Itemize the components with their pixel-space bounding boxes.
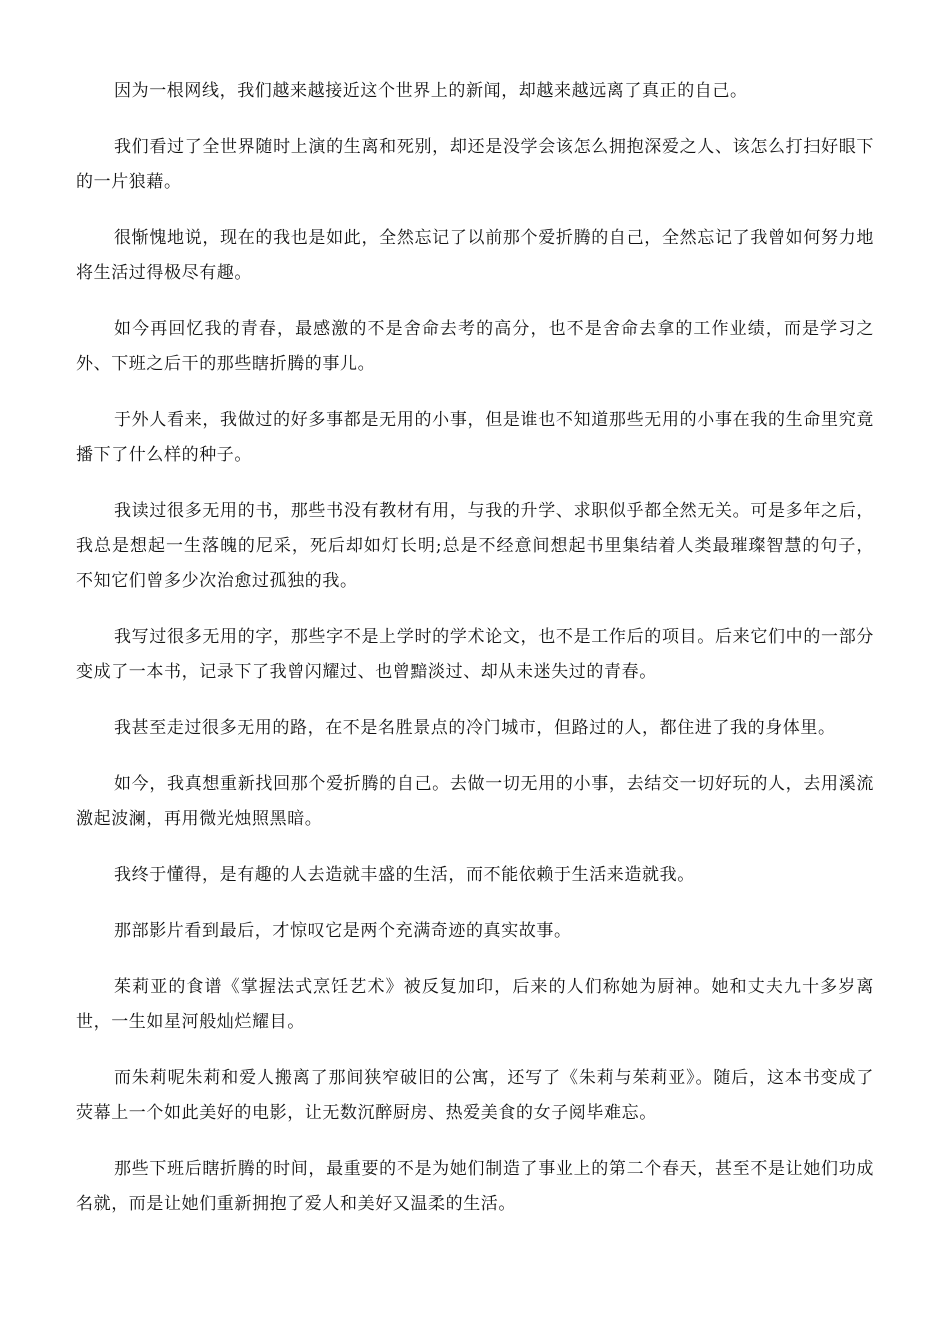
paragraph: 那些下班后瞎折腾的时间，最重要的不是为她们制造了事业上的第二个春天，甚至不是让她们功成名就，而是让她们重新拥抱了爱人和美好又温柔的生活。 bbox=[76, 1159, 874, 1214]
paragraph: 我终于懂得，是有趣的人去造就丰盛的生活，而不能依赖于生活来造就我。 bbox=[114, 865, 695, 885]
document-body bbox=[76, 74, 874, 1243]
paragraph: 于外人看来，我做过的好多事都是无用的小事，但是谁也不知道那些无用的小事在我的生命里究竟播下了什么样的种子。 bbox=[76, 410, 874, 465]
paragraph: 我读过很多无用的书，那些书没有教材有用，与我的升学、求职似乎都全然无关。可是多年之后，我总是想起一生落魄的尼采，死后却如灯长明;总是不经意间想起书里集结着人类最璀璨智慧的句子，不知它们曾多少次治愈过孤独的我。 bbox=[76, 501, 874, 591]
paragraph: 那部影片看到最后，才惊叹它是两个充满奇迹的真实故事。 bbox=[114, 921, 572, 941]
paragraph: 我写过很多无用的字，那些字不是上学时的学术论文，也不是工作后的项目。后来它们中的一部分变成了一本书，记录下了我曾闪耀过、也曾黯淡过、却从未迷失过的青春。 bbox=[76, 627, 874, 682]
paragraph: 因为一根网线，我们越来越接近这个世界上的新闻，却越来越远离了真正的自己。 bbox=[114, 81, 748, 101]
paragraph: 如今，我真想重新找回那个爱折腾的自己。去做一切无用的小事，去结交一切好玩的人，去用溪流激起波澜，再用微光烛照黑暗。 bbox=[76, 774, 874, 829]
paragraph: 很惭愧地说，现在的我也是如此，全然忘记了以前那个爱折腾的自己，全然忘记了我曾如何努力地将生活过得极尽有趣。 bbox=[76, 228, 874, 283]
paragraph: 而朱莉呢朱莉和爱人搬离了那间狭窄破旧的公寓，还写了《朱莉与茱莉亚》。随后，这本书变成了荧幕上一个如此美好的电影，让无数沉醉厨房、热爱美食的女子阅毕难忘。 bbox=[76, 1068, 874, 1123]
paragraph: 我们看过了全世界随时上演的生离和死别，却还是没学会该怎么拥抱深爱之人、该怎么打扫好眼下的一片狼藉。 bbox=[76, 137, 874, 192]
paragraph: 如今再回忆我的青春，最感激的不是舍命去考的高分，也不是舍命去拿的工作业绩，而是学习之外、下班之后干的那些瞎折腾的事儿。 bbox=[76, 319, 874, 374]
paragraph: 我甚至走过很多无用的路，在不是名胜景点的冷门城市，但路过的人，都住进了我的身体里。 bbox=[114, 718, 836, 738]
paragraph: 茱莉亚的食谱《掌握法式烹饪艺术》被反复加印，后来的人们称她为厨神。她和丈夫九十多岁离世，一生如星河般灿烂耀目。 bbox=[76, 977, 874, 1032]
